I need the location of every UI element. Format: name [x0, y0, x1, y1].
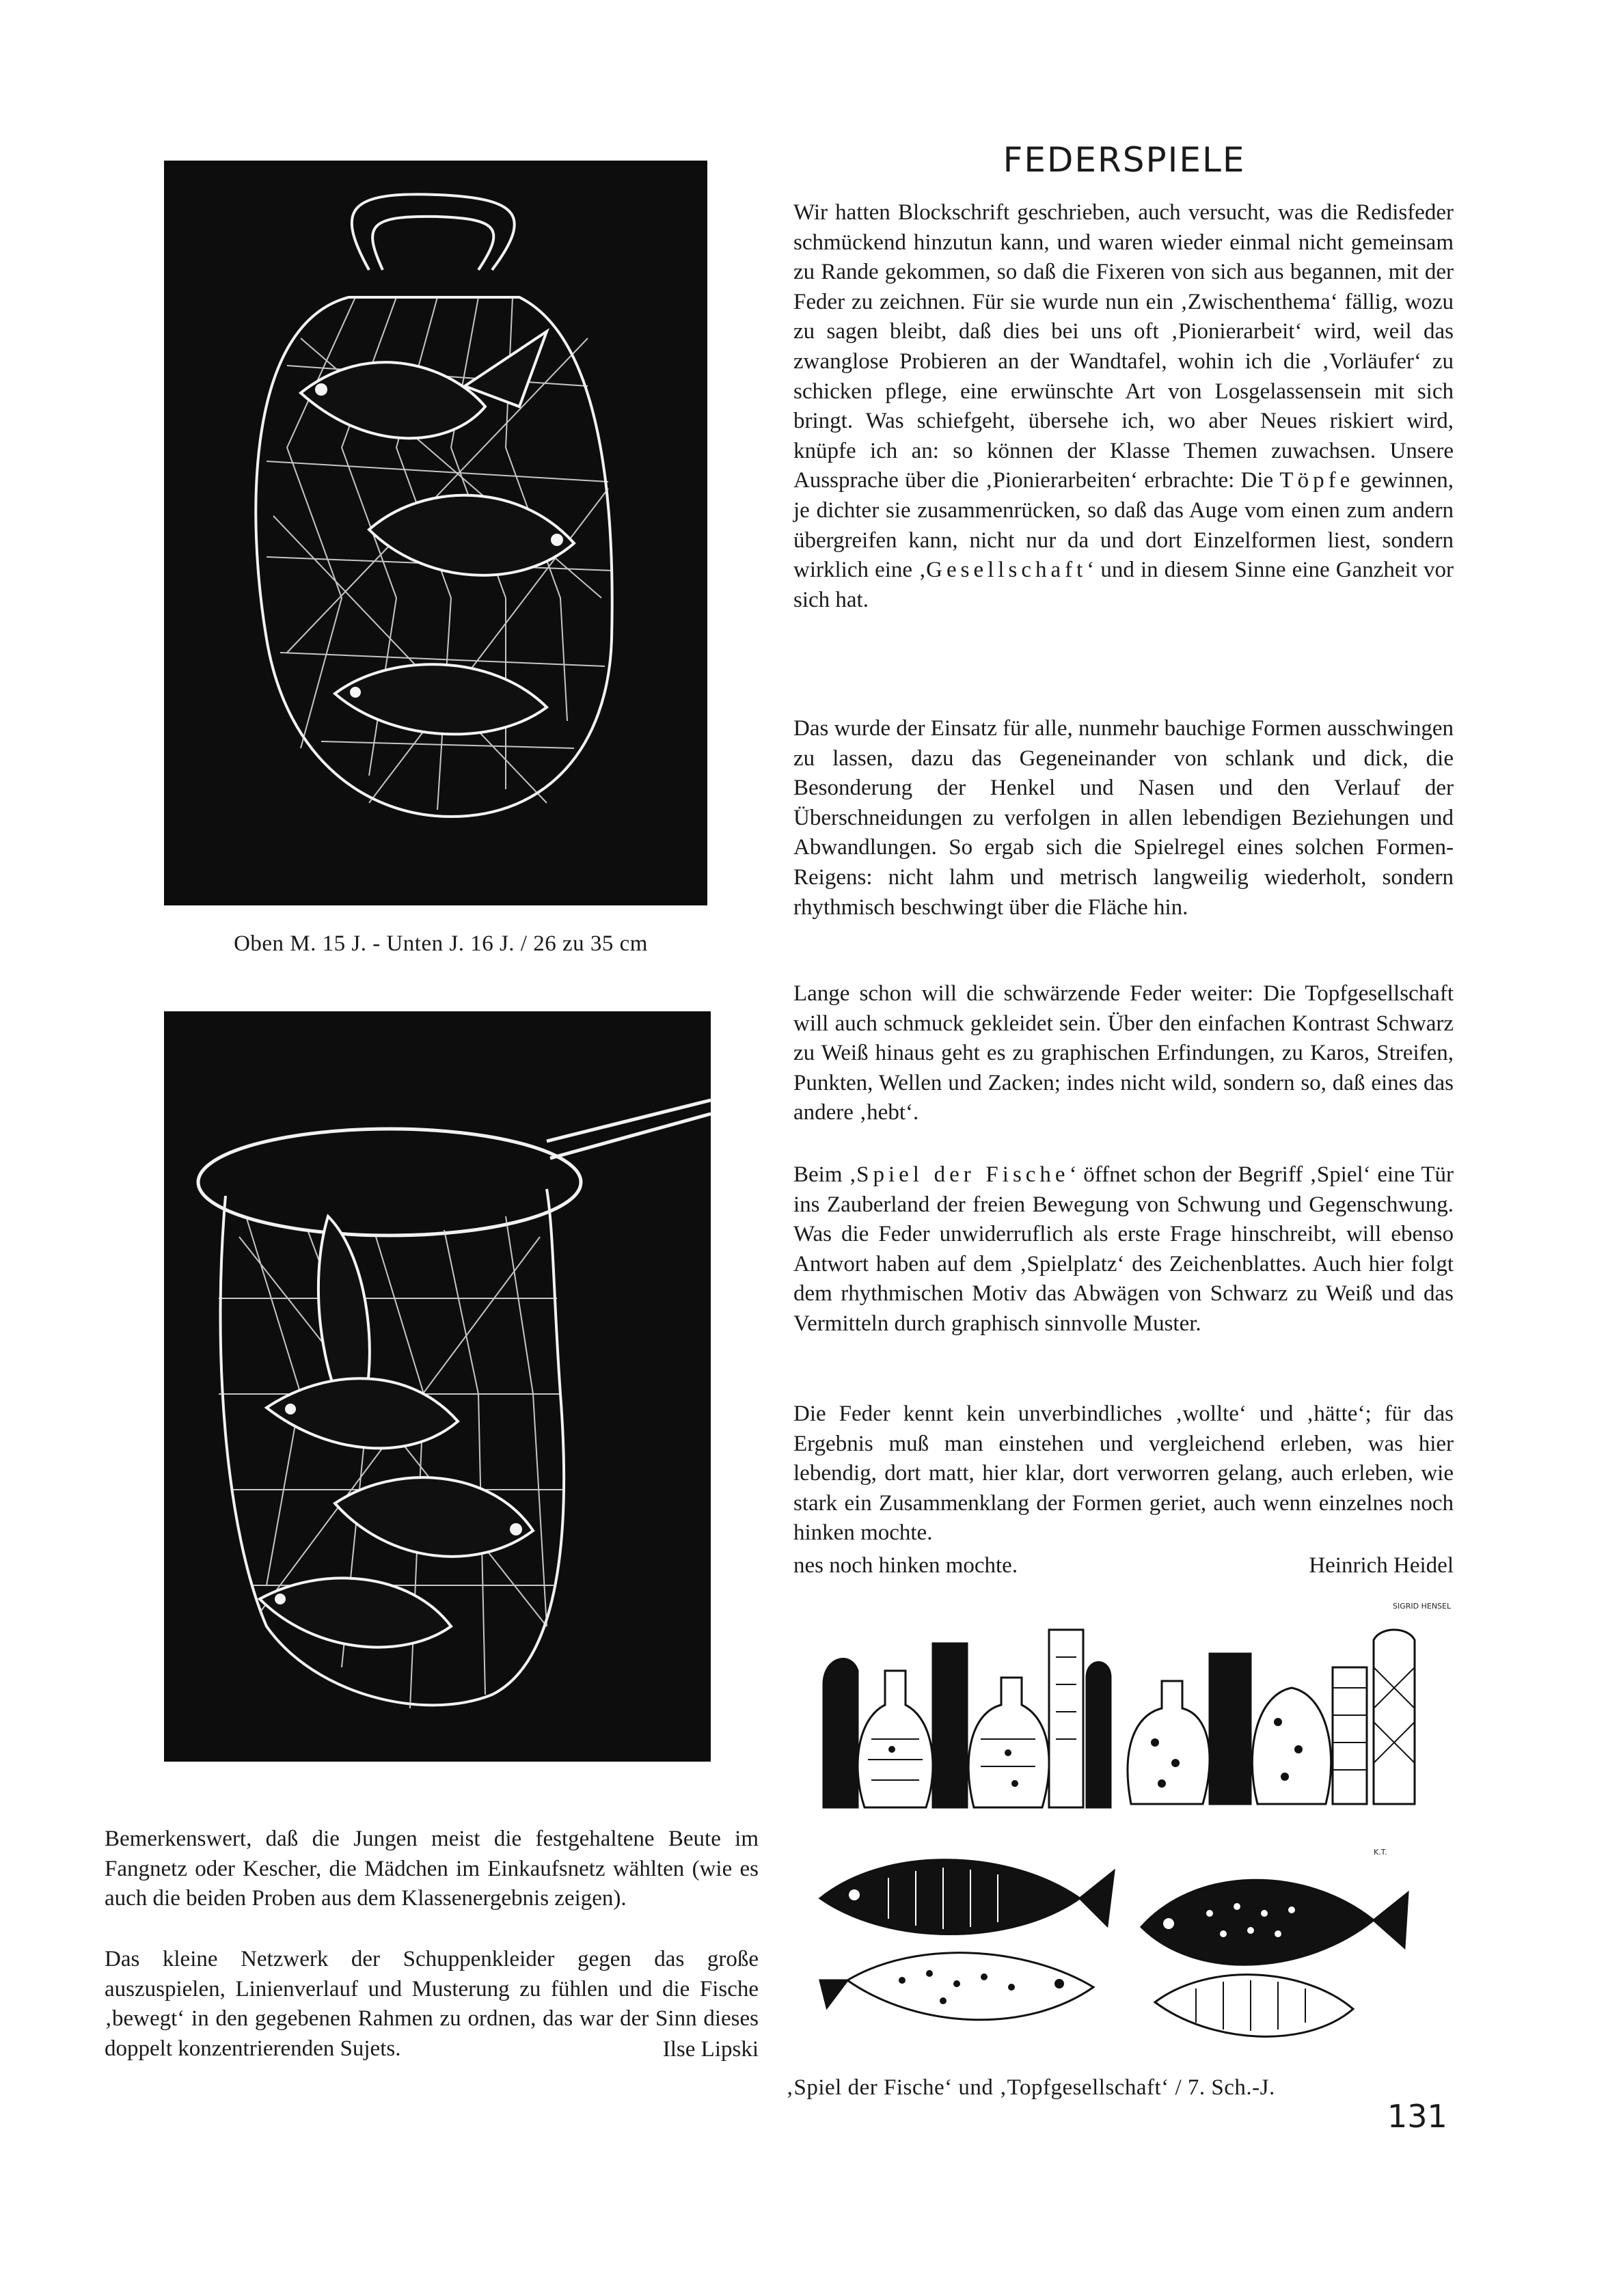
article-paragraph-5: Die Feder kennt kein unverbindliches ‚wollte‘ und ‚hätte‘; für das Ergebnis muß man einstehen und vergleichend erleben, was hier lebendig, dort matt, hier klar, dort verworren gelang, auch erleben, wie stark ein Zusammenklang der Formen geriet, auch wenn einzelnes noch hinken mochte.: [793, 1402, 1454, 1546]
fish-net-illustration: [164, 1011, 711, 1762]
p1-text-c: ‘ und in diesem Sinne eine Ganzheit vor sich hat.: [793, 558, 1454, 612]
article-paragraph-1: [793, 198, 1454, 615]
drawing-fish-1: [806, 1837, 1121, 2052]
article-author: Heinrich Heidel: [1309, 1553, 1454, 1578]
article-byline: [793, 1551, 1454, 1581]
left-paragraph-1: Bemerkenswert, daß die Jungen meist die festgehaltene Beute im Fangnetz oder Kescher, die Mädchen im Einkaufsnetz wählten (wie es auch die beiden Proben aus dem Klassenergebnis zeigen).: [105, 1827, 759, 1911]
left-author: Ilse Lipski: [662, 2037, 759, 2062]
article-paragraph-2: Das wurde der Einsatz für alle, nunmehr bauchige Formen ausschwingen zu lassen, dazu das Gegeneinander von schlank und dick, die Besonderung der Henkel und Nasen und den Verlauf der Überschneidungen zu verfolgen in allen lebendigen Beziehungen und Abwandlungen. So ergab sich die Spielregel eines solchen Formen-Reigens: nicht lahm und metrisch langweilig wiederholt, sondern rhythmisch beschwingt über die Fläche hin.: [793, 716, 1454, 920]
drawing-fish-2: [1128, 1845, 1415, 2053]
page-number: 131: [1387, 2098, 1447, 2135]
p4-text-a: Beim ‚: [793, 1162, 857, 1187]
drawing-pots-1: [810, 1602, 1114, 1821]
drawing-pots-2: [1121, 1599, 1452, 1821]
p1-spaced-toepfe: Töpfe: [1279, 468, 1355, 493]
headline: FEDERSPIELE: [1003, 140, 1246, 180]
article-paragraph-4: [793, 1160, 1454, 1339]
p4-text-b: ‘ öffnet schon der Begriff ‚Spiel‘ eine Tür ins Zauberland der freien Bewegung von Schwung und Gegenschwung. Was die Feder unwiderruflich als erste Frage hinschreibt, will ebenso Antwort haben auf dem ‚Spielplatz‘ des Zeichenblattes. Auch hier folgt dem rhythmischen Motiv das Abwägen von Schwarz zu Weiß und das Vermitteln durch graphisch sinnvolle Muster.: [793, 1162, 1454, 1336]
signature-kt: K.T.: [1374, 1848, 1387, 1857]
p4-spaced-spiel: Spiel der Fische: [856, 1162, 1070, 1187]
article-paragraph-3: Lange schon will die schwärzende Feder weiter: Die Topfgesellschaft will auch schmuck gekleidet sein. Über den einfachen Kontrast Schwarz zu Weiß hinaus geht es zu graphischen Erfindungen, zu Karos, Streifen, Punkten, Wellen und Zacken; indes nicht wild, sondern so, daß eines das andere ‚hebt‘.: [793, 981, 1454, 1125]
last-line: nes noch hinken mochte.: [793, 1553, 1018, 1578]
p1-text-b: gewinnen, je dichter sie zusammenrücken, so daß das Auge vom einen zum andern übergreifen kann, nicht nur da und dort Einzelformen liest, sondern wirklich eine ‚: [793, 468, 1454, 583]
p1-text-a: Wir hatten Blockschrift geschrieben, auch versucht, was die Redisfeder schmückend hinzutun kann, und waren wieder einmal nicht gemeinsam zu Rande gekommen, so daß die Fixeren von sich aus begannen, mit der Feder zu zeichnen. Für sie wurde nun ein ‚Zwischenthema‘ fällig, wozu zu sagen bleibt, daß dies bei uns oft ‚Pionierarbeit‘ wird, weil das zwanglose Probieren an der Wandtafel, wohin ich die ‚Vorläufer‘ zu schicken pflege, eine erwünschte Art von Losgelassensein mit sich bringt. Was schiefgeht, übersehe ich, wo aber Neues riskiert wird, knüpfe ich an: so können der Klasse Themen zuwachsen. Unsere Aussprache über die ‚Pionierarbeiten‘ erbrachte: Die: [793, 200, 1454, 493]
left-paragraph-2: Das kleine Netzwerk der Schuppenkleider gegen das große auszuspielen, Linienverlauf und Musterung zu fühlen und die Fische ‚bewegt‘ in den gegebenen Rahmen zu ordnen, das war der Sinn dieses doppelt konzentrierenden Sujets.: [105, 1947, 759, 2061]
signature-sigrid-hensel: SIGRID HENSEL: [1393, 1602, 1452, 1611]
fish-bag-illustration: [164, 161, 707, 905]
p1-spaced-gesellschaft: Gesellschaft: [926, 558, 1087, 583]
caption-bottom: ‚Spiel der Fische‘ und ‚Topfgesellschaft‘ / 7. Sch.-J.: [786, 2075, 1275, 2100]
caption-top: Oben M. 15 J. - Unten J. 16 J. / 26 zu 35 cm: [234, 931, 648, 956]
